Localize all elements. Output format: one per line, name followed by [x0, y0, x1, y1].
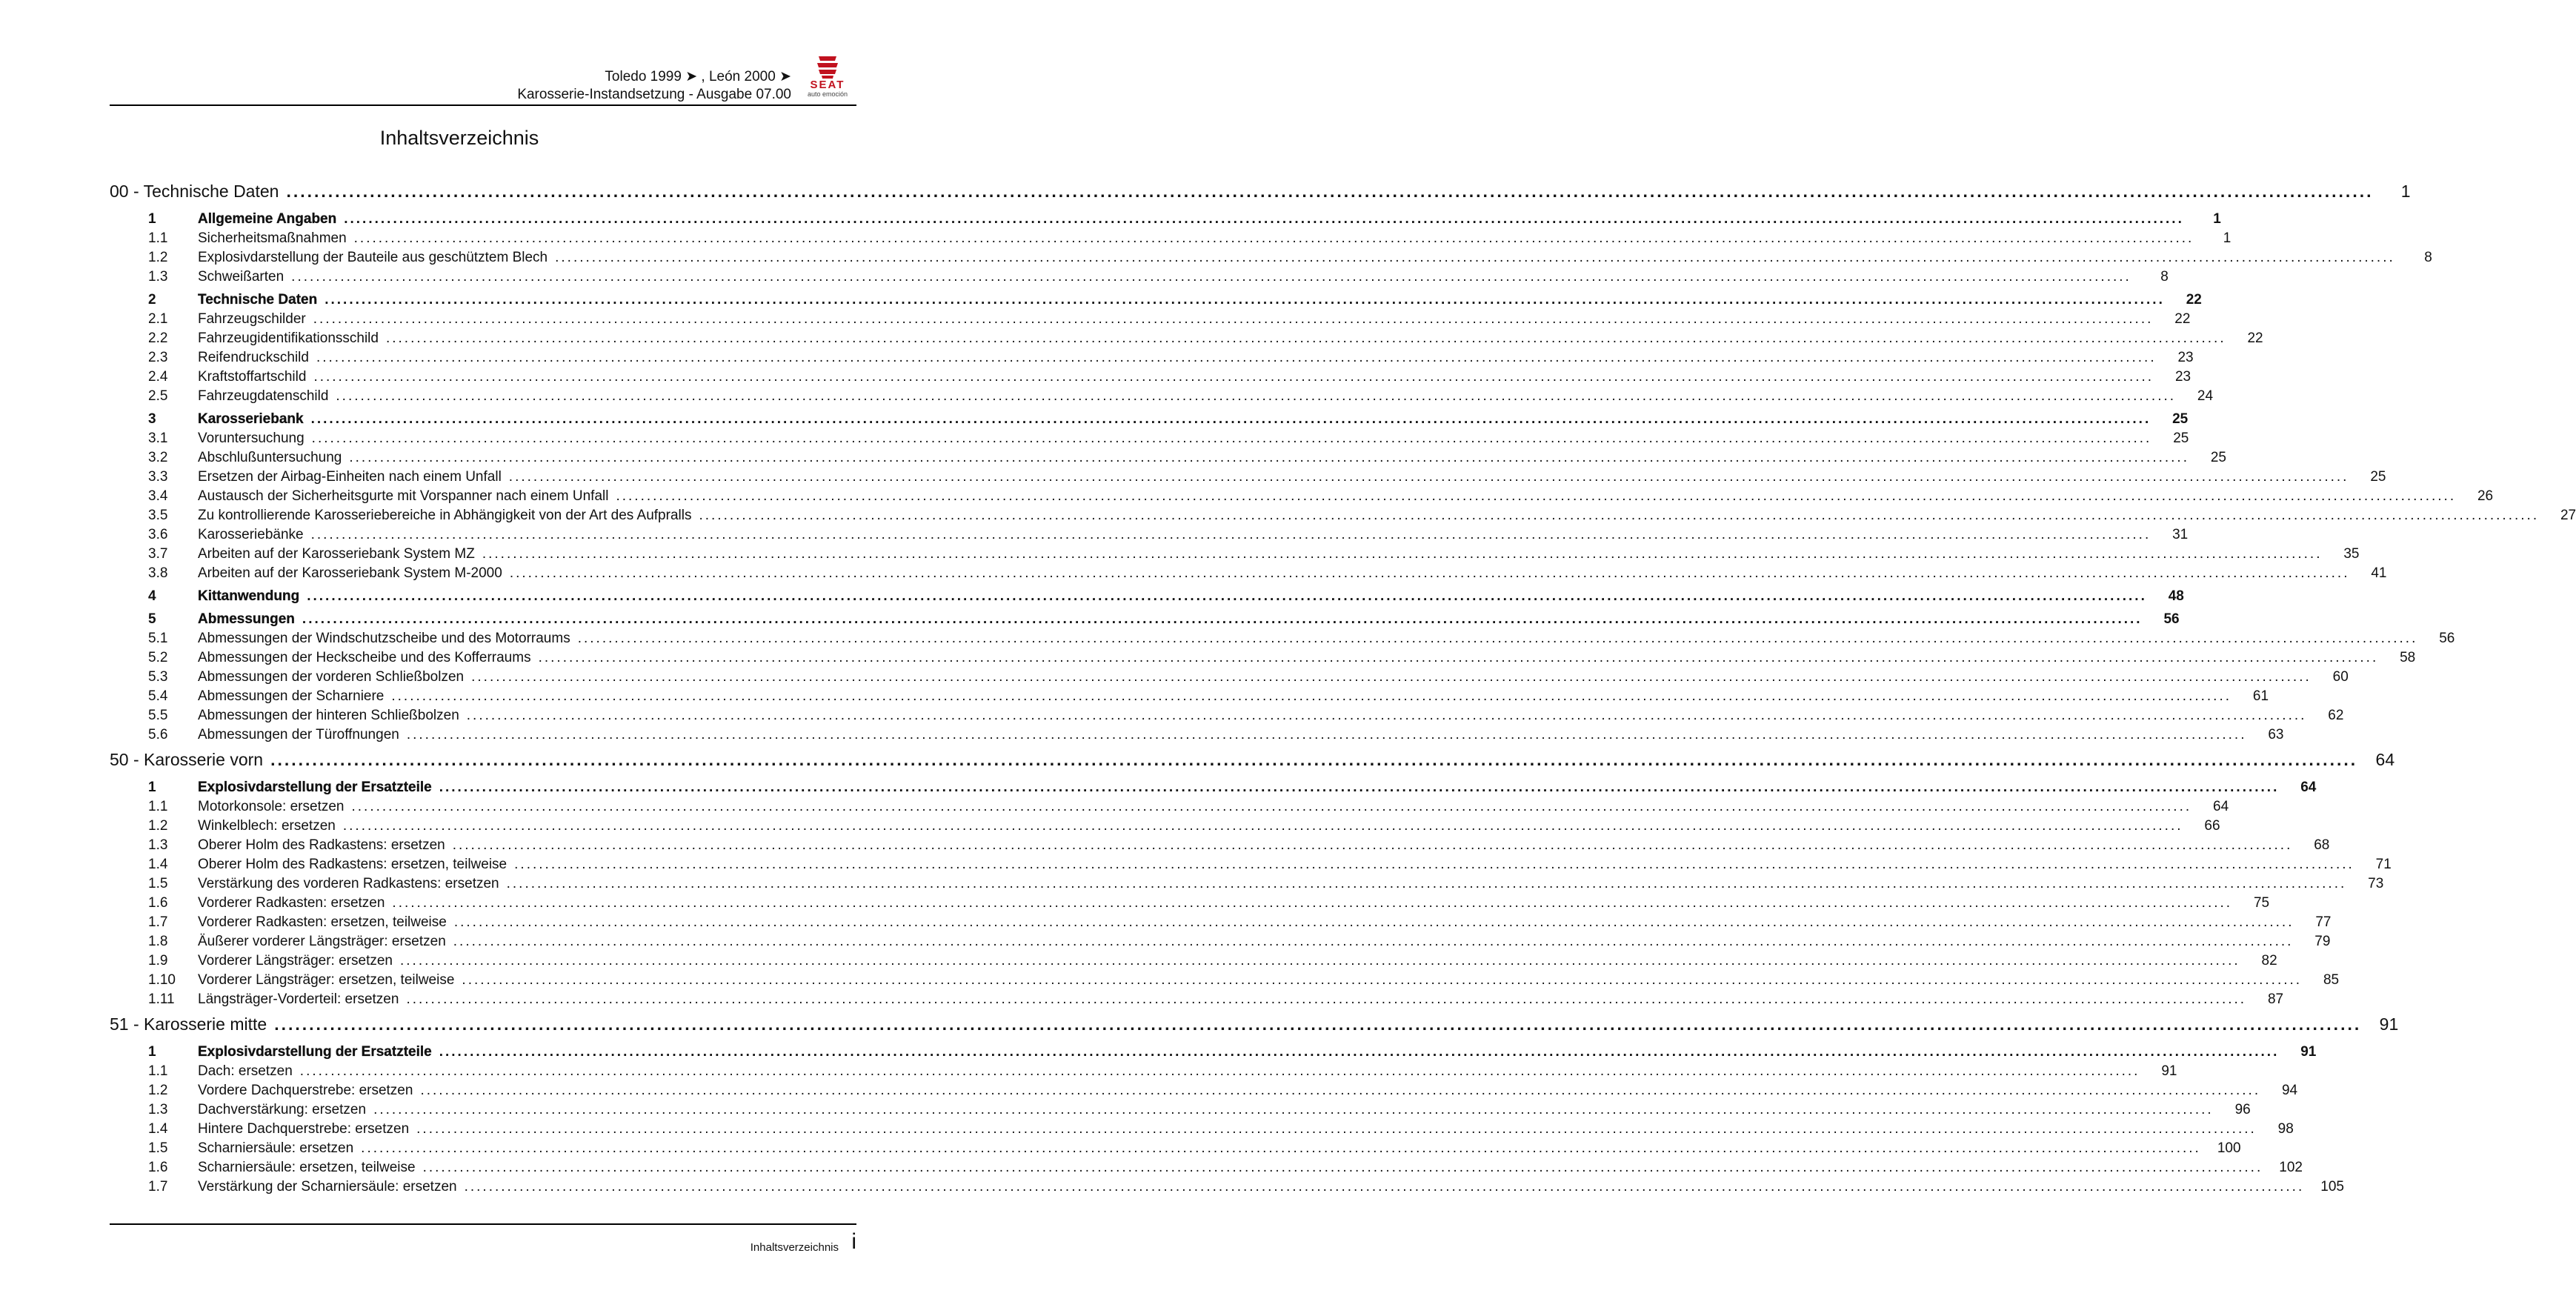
toc-dot-leader: ............................................................................................................................................................................................................................................................................................................ [577, 631, 2418, 646]
toc-entry-sub[interactable] [110, 1062, 2177, 1081]
toc-entry-sub[interactable] [110, 229, 2231, 248]
toc-entry-number: 1 [148, 780, 156, 795]
toc-dot-leader: ............................................................................................................................................................................................................................................................................................................ [420, 1083, 2261, 1098]
toc-dot-leader: ............................................................................................................................................................................................................................................................................................................ [325, 292, 2165, 308]
toc-entry-page: 23 [2174, 369, 2191, 385]
toc-dot-leader: ............................................................................................................................................................................................................................................................................................................ [466, 708, 2307, 723]
toc-entry-title: Explosivdarstellung der Bauteile aus geschütztem Blech [198, 250, 548, 265]
toc-dot-leader: ............................................................................................................................................................................................................................................................................................................ [453, 914, 2294, 930]
toc-entry-title: Oberer Holm des Radkastens: ersetzen [198, 837, 445, 853]
toc-entry-number: 1.3 [148, 269, 168, 285]
toc-entry-sub[interactable] [110, 525, 2189, 545]
toc-entry-title: Abmessungen der Türoffnungen [198, 727, 399, 742]
toc-entry-title: Arbeiten auf der Karosseriebank System M-2000 [198, 565, 502, 581]
toc-dot-leader: ............................................................................................................................................................................................................................................................................................................ [351, 799, 2192, 814]
toc-dot-leader: ............................................................................................................................................................................................................................................................................................................ [439, 1044, 2280, 1060]
toc-entry-page: 1 [2223, 230, 2231, 246]
toc-entry-number: 1.8 [148, 934, 168, 949]
toc-dot-leader: ............................................................................................................................................................................................................................................................................................................ [464, 1179, 2305, 1195]
toc-entry-sub[interactable] [110, 629, 2455, 648]
toc-entry-sub[interactable] [110, 448, 2226, 468]
toc-entry-title: Reifendruckschild [198, 350, 309, 365]
toc-entry-title: Allgemeine Angaben [198, 211, 337, 227]
toc-entry-number: 1.9 [148, 953, 168, 969]
toc-entry-title: Abschlußuntersuchung [198, 450, 342, 465]
toc-entry-sub[interactable] [110, 951, 2277, 971]
toc-entry-title: 51 - Karosserie mitte [110, 1014, 267, 1034]
toc-entry-number: 2.3 [148, 350, 168, 365]
toc-dot-leader: ............................................................................................................................................................................................................................................................................................................ [616, 488, 2457, 504]
toc-entry-number: 3.1 [148, 431, 168, 446]
toc-entry-number: 1 [148, 211, 156, 227]
toc-entry-sub[interactable] [110, 348, 2194, 368]
toc-entry-number: 5 [148, 611, 156, 627]
page-title: Inhaltsverzeichnis [379, 127, 539, 149]
toc-dot-leader: ............................................................................................................................................................................................................................................................................................................ [344, 211, 2184, 227]
toc-entry-page: 8 [2160, 269, 2169, 285]
toc-dot-leader: ............................................................................................................................................................................................................................................................................................................ [274, 1014, 2362, 1034]
toc-entry-section[interactable] [110, 778, 2317, 797]
toc-entry-title: Abmessungen [198, 611, 295, 627]
toc-entry-number: 1.1 [148, 230, 168, 246]
toc-entry-number: 1.1 [148, 799, 168, 814]
toc-dot-leader: ............................................................................................................................................................................................................................................................................................................ [270, 750, 2358, 769]
toc-entry-number: 1.5 [148, 876, 168, 891]
toc-entry-number: 2.4 [148, 369, 168, 385]
toc-entry-sub[interactable] [110, 368, 2191, 387]
toc-entry-title: Winkelblech: ersetzen [198, 818, 336, 834]
toc-entry-sub[interactable] [110, 506, 2576, 525]
toc-dot-leader: ............................................................................................................................................................................................................................................................................................................ [392, 895, 2233, 911]
toc-entry-sub[interactable] [110, 387, 2214, 406]
toc-entry-title: Fahrzeugdatenschild [198, 388, 329, 404]
toc-entry-number: 1.7 [148, 1179, 168, 1195]
toc-entry-title: 00 - Technische Daten [110, 182, 279, 201]
toc-entry-sub[interactable] [110, 725, 2284, 745]
toc-dot-leader: ............................................................................................................................................................................................................................................................................................................ [514, 857, 2354, 872]
toc-entry-title: Fahrzeugidentifikationsschild [198, 330, 379, 346]
toc-entry-page: 25 [2173, 431, 2189, 446]
toc-entry-page: 75 [2253, 895, 2270, 911]
toc-entry-number: 1.5 [148, 1140, 168, 1156]
toc-entry-section[interactable] [110, 610, 2180, 629]
toc-entry-page: 94 [2281, 1083, 2298, 1098]
toc-dot-leader: ............................................................................................................................................................................................................................................................................................................ [452, 837, 2293, 853]
toc-dot-leader: ............................................................................................................................................................................................................................................................................................................ [299, 1063, 2140, 1079]
toc-entry-number: 1.4 [148, 1121, 168, 1137]
toc-dot-leader: ............................................................................................................................................................................................................................................................................................................ [373, 1102, 2214, 1117]
toc-dot-leader: ............................................................................................................................................................................................................................................................................................................ [286, 182, 2374, 201]
toc-entry-page: 56 [2439, 631, 2455, 646]
page-footer [110, 1223, 856, 1254]
toc-entry-number: 2.5 [148, 388, 168, 404]
toc-entry-page: 102 [2279, 1160, 2303, 1175]
toc-entry-number: 3.7 [148, 546, 168, 562]
toc-entry-title: Technische Daten [198, 292, 318, 308]
logo-wordmark: SEAT [810, 79, 845, 91]
toc-entry-page: 31 [2172, 527, 2189, 542]
toc-dot-leader: ............................................................................................................................................................................................................................................................................................................ [453, 934, 2294, 949]
toc-entry-page: 91 [2379, 1014, 2399, 1034]
toc-dot-leader: ............................................................................................................................................................................................................................................................................................................ [400, 953, 2240, 969]
toc-entry-page: 98 [2277, 1121, 2294, 1137]
toc-entry-number: 5.2 [148, 650, 168, 665]
toc-entry-title: Abmessungen der Scharniere [198, 688, 385, 704]
footer-label: Inhaltsverzeichnis [750, 1241, 839, 1254]
toc-entry-title: Zu kontrollierende Karosseriebereiche in Abhängigkeit von der Art des Aufpralls [198, 508, 692, 523]
toc-entry-title: Ersetzen der Airbag-Einheiten nach einem Unfall [198, 469, 502, 485]
toc-entry-page: 87 [2267, 991, 2284, 1007]
toc-dot-leader: ............................................................................................................................................................................................................................................................................................................ [509, 565, 2350, 581]
toc-dot-leader: ............................................................................................................................................................................................................................................................................................................ [385, 330, 2226, 346]
toc-entry-page: 58 [2400, 650, 2416, 665]
toc-entry-sub[interactable] [110, 429, 2189, 448]
toc-dot-leader: ............................................................................................................................................................................................................................................................................................................ [699, 508, 2540, 523]
toc-entry-section[interactable] [110, 587, 2184, 606]
toc-entry-sub[interactable] [110, 668, 2349, 687]
toc-entry-number: 5.4 [148, 688, 168, 704]
toc-entry-number: 5.1 [148, 631, 168, 646]
toc-entry-number: 5.3 [148, 669, 168, 685]
toc-entry-title: Längsträger-Vorderteil: ersetzen [198, 991, 399, 1007]
toc-entry-title: Dachverstärkung: ersetzen [198, 1102, 367, 1117]
toc-entry-title: Karosseriebänke [198, 527, 304, 542]
toc-entry-title: Austausch der Sicherheitsgurte mit Vorspanner nach einem Unfall [198, 488, 609, 504]
toc-entry-page: 8 [2424, 250, 2432, 265]
toc-dot-leader: ............................................................................................................................................................................................................................................................................................................ [406, 991, 2247, 1007]
toc-dot-leader: ............................................................................................................................................................................................................................................................................................................ [310, 411, 2151, 427]
toc-entry-page: 91 [2300, 1044, 2317, 1060]
toc-entry-page: 85 [2323, 972, 2340, 988]
toc-dot-leader: ............................................................................................................................................................................................................................................................................................................ [316, 350, 2157, 365]
toc-entry-number: 4 [148, 588, 156, 604]
toc-entry-page: 48 [2168, 588, 2184, 604]
toc-dot-leader: ............................................................................................................................................................................................................................................................................................................ [311, 431, 2152, 446]
toc-entry-page: 73 [2368, 876, 2384, 891]
toc-entry-page: 100 [2217, 1140, 2241, 1156]
toc-entry-title: Explosivdarstellung der Ersatzteile [198, 780, 432, 795]
toc-entry-title: Scharniersäule: ersetzen, teilweise [198, 1160, 416, 1175]
toc-dot-leader: ............................................................................................................................................................................................................................................................................................................ [349, 450, 2189, 465]
toc-dot-leader: ............................................................................................................................................................................................................................................................................................................ [307, 588, 2147, 604]
toc-entry-title: Fahrzeugschilder [198, 311, 306, 327]
toc-entry-page: 91 [2161, 1063, 2177, 1079]
toc-entry-page: 60 [2332, 669, 2349, 685]
toc-entry-title: Dach: ersetzen [198, 1063, 293, 1079]
toc-entry-title: Voruntersuchung [198, 431, 304, 446]
toc-entry-sub[interactable] [110, 706, 2344, 725]
toc-entry-title: Sicherheitsmaßnahmen [198, 230, 347, 246]
toc-entry-chapter[interactable] [110, 1009, 2399, 1039]
toc-entry-title: Äußerer vorderer Längsträger: ersetzen [198, 934, 446, 949]
toc-entry-sub[interactable] [110, 932, 2331, 951]
toc-entry-title: Vorderer Radkasten: ersetzen, teilweise [198, 914, 447, 930]
toc-entry-page: 77 [2315, 914, 2332, 930]
toc-entry-number: 3.3 [148, 469, 168, 485]
toc-dot-leader: ............................................................................................................................................................................................................................................................................................................ [422, 1160, 2263, 1175]
toc-entry-page: 62 [2328, 708, 2344, 723]
toc-entry-number: 1.7 [148, 914, 168, 930]
toc-entry-title: Karosseriebank [198, 411, 304, 427]
toc-entry-chapter[interactable] [110, 176, 2411, 206]
toc-entry-sub[interactable] [110, 1139, 2241, 1158]
toc-entry-page: 26 [2477, 488, 2494, 504]
toc-entry-sub[interactable] [110, 855, 2392, 874]
toc-entry-section[interactable] [110, 290, 2202, 310]
toc-dot-leader: ............................................................................................................................................................................................................................................................................................................ [342, 818, 2183, 834]
toc-entry-sub[interactable] [110, 836, 2330, 855]
toc-entry-sub[interactable] [110, 913, 2332, 932]
toc-dot-leader: ............................................................................................................................................................................................................................................................................................................ [416, 1121, 2257, 1137]
toc-entry-number: 3.2 [148, 450, 168, 465]
toc-dot-leader: ............................................................................................................................................................................................................................................................................................................ [462, 972, 2303, 988]
toc-entry-sub[interactable] [110, 545, 2360, 564]
toc-entry-page: 25 [2370, 469, 2386, 485]
toc-entry-number: 1.4 [148, 857, 168, 872]
toc-entry-title: Explosivdarstellung der Ersatzteile [198, 1044, 432, 1060]
toc-entry-sub[interactable] [110, 1081, 2298, 1100]
toc-entry-title: Kraftstoffartschild [198, 369, 307, 385]
toc-entry-section[interactable] [110, 410, 2189, 429]
toc-entry-title: Verstärkung des vorderen Radkastens: ersetzen [198, 876, 499, 891]
toc-entry-number: 1.6 [148, 1160, 168, 1175]
toc-entry-title: Schweißarten [198, 269, 284, 285]
toc-entry-number: 2.1 [148, 311, 168, 327]
toc-dot-leader: ............................................................................................................................................................................................................................................................................................................ [555, 250, 2395, 265]
toc-entry-title: Kittanwendung [198, 588, 300, 604]
toc-entry-title: Hintere Dachquerstrebe: ersetzen [198, 1121, 410, 1137]
toc-entry-page: 41 [2371, 565, 2387, 581]
toc-entry-sub[interactable] [110, 268, 2169, 287]
toc-entry-page: 66 [2204, 818, 2220, 834]
toc-entry-page: 82 [2261, 953, 2277, 969]
toc-entry-title: Vorderer Längsträger: ersetzen [198, 953, 393, 969]
toc-dot-leader: ............................................................................................................................................................................................................................................................................................................ [391, 688, 2232, 704]
toc-entry-title: Vorderer Radkasten: ersetzen [198, 895, 385, 911]
toc-dot-leader: ............................................................................................................................................................................................................................................................................................................ [482, 546, 2323, 562]
header-model-line: Toledo 1999 ➤ , León 2000 ➤ [605, 69, 791, 84]
toc-dot-leader: ............................................................................................................................................................................................................................................................................................................ [361, 1140, 2201, 1156]
toc-dot-leader: ............................................................................................................................................................................................................................................................................................................ [508, 469, 2349, 485]
toc-entry-sub[interactable] [110, 817, 2220, 836]
toc-entry-number: 2 [148, 292, 156, 308]
toc-entry-section[interactable] [110, 1043, 2317, 1062]
toc-entry-sub[interactable] [110, 1158, 2303, 1177]
toc-entry-number: 1.11 [148, 991, 175, 1007]
page-header [110, 64, 856, 106]
footer-page-number: i [851, 1229, 856, 1254]
toc-entry-number: 2.2 [148, 330, 168, 346]
toc-entry-page: 1 [2400, 182, 2411, 201]
toc-entry-sub[interactable] [110, 648, 2416, 668]
toc-entry-title: 50 - Karosserie vorn [110, 750, 264, 769]
toc-entry-number: 3 [148, 411, 156, 427]
toc-dot-leader: ............................................................................................................................................................................................................................................................................................................ [291, 269, 2131, 285]
toc-dot-leader: ............................................................................................................................................................................................................................................................................................................ [310, 527, 2151, 542]
toc-entry-page: 22 [2186, 292, 2202, 308]
toc-entry-sub[interactable] [110, 248, 2432, 268]
toc-entry-page: 63 [2268, 727, 2284, 742]
toc-dot-leader: ............................................................................................................................................................................................................................................................................................................ [471, 669, 2312, 685]
toc-dot-leader: ............................................................................................................................................................................................................................................................................................................ [538, 650, 2379, 665]
toc-entry-page: 61 [2252, 688, 2269, 704]
toc-entry-title: Vorderer Längsträger: ersetzen, teilweise [198, 972, 455, 988]
toc-entry-sub[interactable] [110, 468, 2386, 487]
toc-entry-sub[interactable] [110, 874, 2384, 894]
toc-entry-title: Vordere Dachquerstrebe: ersetzen [198, 1083, 413, 1098]
toc-entry-sub[interactable] [110, 971, 2340, 990]
toc-entry-sub[interactable] [110, 894, 2270, 913]
toc-entry-page: 25 [2210, 450, 2226, 465]
toc-entry-number: 3.5 [148, 508, 168, 523]
toc-entry-title: Abmessungen der hinteren Schließbolzen [198, 708, 459, 723]
toc-entry-sub[interactable] [110, 564, 2387, 583]
table-of-contents [110, 176, 2576, 1197]
toc-dot-leader: ............................................................................................................................................................................................................................................................................................................ [313, 311, 2154, 327]
seat-logo [799, 55, 856, 98]
toc-entry-page: 105 [2320, 1179, 2344, 1195]
toc-dot-leader: ............................................................................................................................................................................................................................................................................................................ [353, 230, 2194, 246]
toc-entry-sub[interactable] [110, 487, 2494, 506]
toc-dot-leader: ............................................................................................................................................................................................................................................................................................................ [406, 727, 2247, 742]
toc-entry-number: 1.3 [148, 1102, 168, 1117]
toc-entry-page: 25 [2172, 411, 2189, 427]
toc-entry-title: Scharniersäule: ersetzen [198, 1140, 354, 1156]
toc-entry-page: 68 [2314, 837, 2330, 853]
toc-dot-leader: ............................................................................................................................................................................................................................................................................................................ [302, 611, 2143, 627]
toc-entry-number: 1 [148, 1044, 156, 1060]
toc-entry-sub[interactable] [110, 1100, 2251, 1120]
toc-dot-leader: ............................................................................................................................................................................................................................................................................................................ [313, 369, 2154, 385]
toc-entry-number: 1.3 [148, 837, 168, 853]
toc-entry-sub[interactable] [110, 990, 2284, 1009]
toc-entry-page: 1 [2213, 211, 2221, 227]
toc-entry-section[interactable] [110, 210, 2221, 229]
toc-entry-title: Abmessungen der vorderen Schließbolzen [198, 669, 465, 685]
toc-entry-number: 1.10 [148, 972, 176, 988]
toc-entry-number: 3.6 [148, 527, 168, 542]
toc-dot-leader: ............................................................................................................................................................................................................................................................................................................ [506, 876, 2347, 891]
toc-entry-page: 24 [2197, 388, 2214, 404]
toc-entry-sub[interactable] [110, 310, 2191, 329]
toc-entry-page: 22 [2174, 311, 2191, 327]
toc-entry-page: 22 [2247, 330, 2263, 346]
toc-entry-sub[interactable] [110, 687, 2269, 706]
toc-entry-number: 5.6 [148, 727, 168, 742]
toc-entry-title: Verstärkung der Scharniersäule: ersetzen [198, 1179, 457, 1195]
header-manual-title: Karosserie-Instandsetzung - Ausgabe 07.00 [517, 87, 791, 102]
toc-entry-number: 3.4 [148, 488, 168, 504]
toc-entry-number: 1.2 [148, 818, 168, 834]
toc-dot-leader: ............................................................................................................................................................................................................................................................................................................ [336, 388, 2177, 404]
toc-entry-page: 23 [2177, 350, 2194, 365]
toc-entry-sub[interactable] [110, 797, 2229, 817]
toc-dot-leader: ............................................................................................................................................................................................................................................................................................................ [439, 780, 2280, 795]
toc-entry-page: 35 [2343, 546, 2360, 562]
toc-entry-page: 64 [2300, 780, 2317, 795]
toc-entry-number: 3.8 [148, 565, 168, 581]
toc-entry-title: Abmessungen der Heckscheibe und des Kofferraums [198, 650, 531, 665]
toc-entry-page: 27 [2560, 508, 2576, 523]
toc-entry-number: 1.2 [148, 250, 168, 265]
toc-entry-sub[interactable] [110, 1177, 2344, 1197]
toc-entry-number: 1.6 [148, 895, 168, 911]
seat-logo-icon [813, 55, 842, 80]
toc-entry-page: 71 [2375, 857, 2392, 872]
toc-entry-title: Motorkonsole: ersetzen [198, 799, 345, 814]
toc-entry-number: 1.1 [148, 1063, 168, 1079]
toc-entry-page: 79 [2314, 934, 2331, 949]
toc-entry-chapter[interactable] [110, 745, 2395, 774]
toc-entry-sub[interactable] [110, 329, 2263, 348]
toc-entry-page: 96 [2234, 1102, 2251, 1117]
toc-entry-title: Abmessungen der Windschutzscheibe und des Motorraums [198, 631, 570, 646]
toc-entry-number: 1.2 [148, 1083, 168, 1098]
toc-entry-page: 64 [2375, 750, 2395, 769]
toc-entry-sub[interactable] [110, 1120, 2294, 1139]
toc-entry-page: 64 [2213, 799, 2229, 814]
logo-tagline: auto emoción [807, 90, 848, 98]
toc-entry-title: Oberer Holm des Radkastens: ersetzen, teilweise [198, 857, 507, 872]
toc-entry-title: Arbeiten auf der Karosseriebank System MZ [198, 546, 475, 562]
toc-entry-number: 5.5 [148, 708, 168, 723]
toc-entry-page: 56 [2163, 611, 2180, 627]
